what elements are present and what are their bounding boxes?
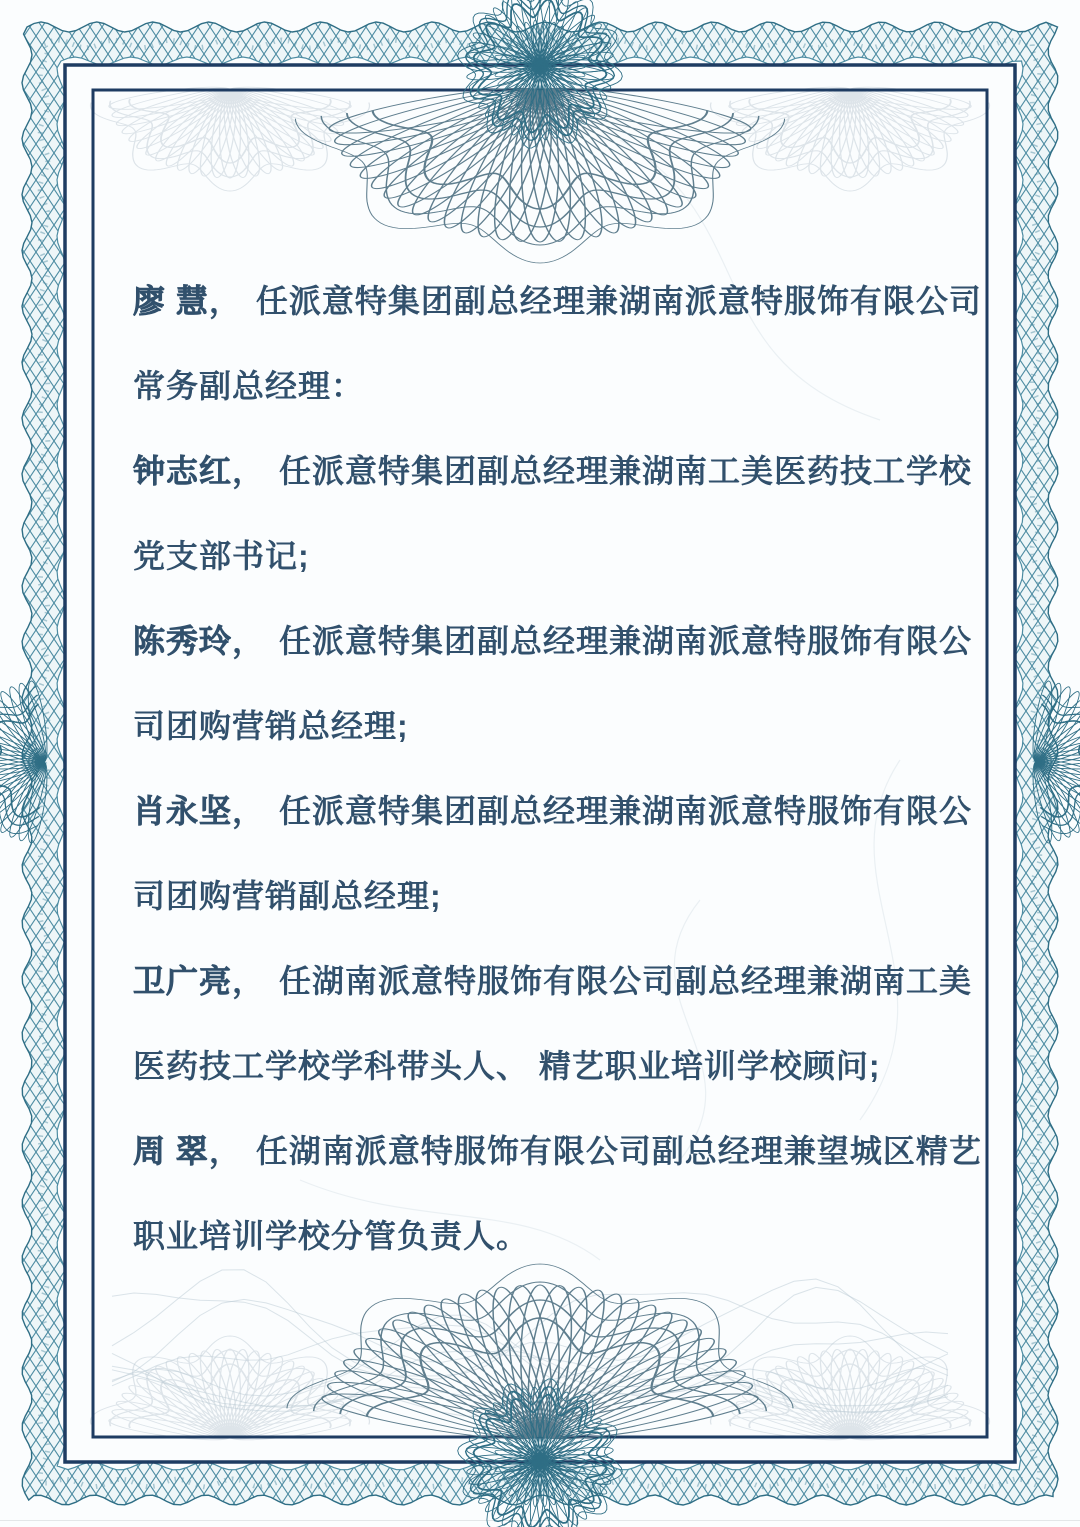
appointment-line: 党支部书记; [133,538,310,574]
appointment-line [133,1109,982,1194]
appointment-line: 司团购营销总经理; [133,708,409,744]
appointment-line: 职业培训学校分管负责人。 [133,1218,530,1254]
person-name: 钟志红 [133,453,233,489]
person-name: 廖 慧 [133,283,209,319]
appointment-text: 任派意特集团副总经理兼湖南派意特服饰有限公 [279,623,973,659]
comma: ， [232,453,266,489]
comma: ， [232,793,266,829]
appointment-text: 任派意特集团副总经理兼湖南工美医药技工学校 [279,453,973,489]
comma: ， [232,623,266,659]
appointment-line [133,939,973,1024]
appointment-line: 常务副总经理： [133,368,365,404]
comma: ， [232,963,266,999]
appointment-text: 任湖南派意特服饰有限公司副总经理兼望城区精艺 [255,1133,982,1169]
certificate-body [133,259,982,1279]
person-name: 陈秀玲 [133,623,233,659]
appointment-line [133,769,973,854]
person-name: 周 翠 [133,1133,209,1169]
comma: ， [208,283,242,319]
person-name: 肖永坚 [133,793,233,829]
appointment-line: 医药技工学校学科带头人、 精艺职业培训学校顾问; [133,1048,881,1084]
appointment-line: 司团购营销副总经理; [133,878,442,914]
appointment-line [133,259,982,344]
person-name: 卫广亮 [133,963,233,999]
comma: ， [208,1133,242,1169]
appointment-text: 任湖南派意特服饰有限公司副总经理兼湖南工美 [279,963,973,999]
appointment-text: 任派意特集团副总经理兼湖南派意特服饰有限公司 [255,283,982,319]
appointment-line [133,429,973,514]
appointment-text: 任派意特集团副总经理兼湖南派意特服饰有限公 [279,793,973,829]
appointment-line [133,599,973,684]
